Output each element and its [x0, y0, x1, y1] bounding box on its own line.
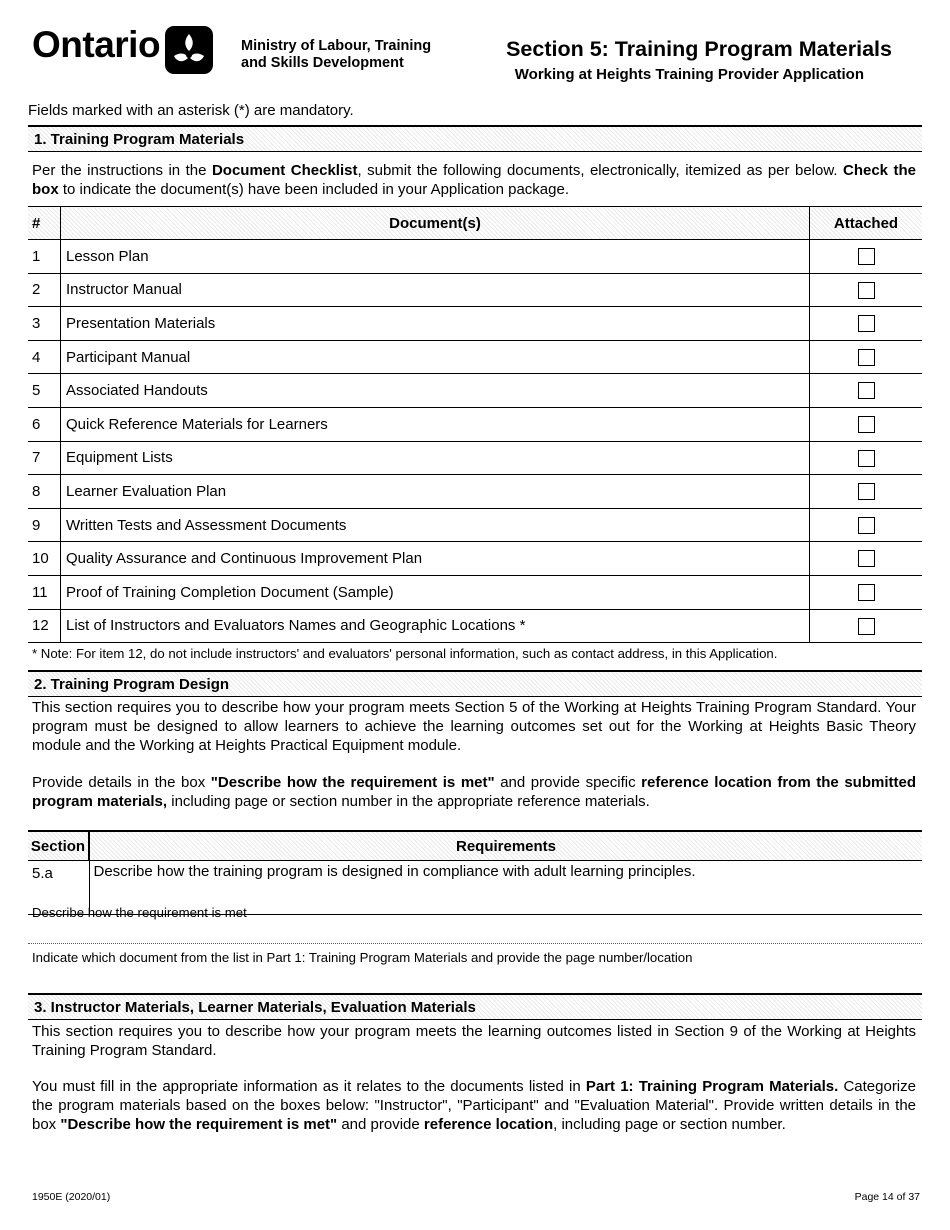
attached-checkbox[interactable] [858, 416, 875, 433]
col-documents: Document(s) [61, 207, 810, 240]
attached-checkbox[interactable] [858, 248, 875, 265]
attached-checkbox-cell [810, 307, 923, 341]
attached-checkbox[interactable] [858, 450, 875, 467]
attached-checkbox-cell [810, 542, 923, 576]
attached-checkbox-cell [810, 340, 923, 374]
row-document: Quick Reference Materials for Learners [61, 407, 810, 441]
table-row [28, 407, 922, 441]
row-document: Equipment Lists [61, 441, 810, 475]
reference-location-field[interactable]: Indicate which document from the list in Part 1: Training Program Materials and provide the page number/location [32, 950, 693, 965]
attached-checkbox-cell [810, 441, 923, 475]
attached-checkbox-cell [810, 374, 923, 408]
row-number: 5 [28, 374, 61, 408]
row-number: 2 [28, 273, 61, 307]
table-row [28, 273, 922, 307]
part3-para1: This section requires you to describe how your program meets the learning outcomes listed in Section 9 of the Working at Heights Training Program Standard. [32, 1023, 916, 1059]
attached-checkbox[interactable] [858, 282, 875, 299]
part3-para2: You must fill in the appropriate information as it relates to the documents listed in Part 1: Training Program Materials. Categorize the program materials based on the boxes below: "Instructor", "Participant" and "Evaluation Material". Provide written details in the box "Describe how the requirement is met" and provide reference location, including page or section number. [32, 1078, 916, 1133]
row-document: Lesson Plan [61, 240, 810, 274]
part1-intro: Per the instructions in the Document Checklist, submit the following documents, electronically, itemized as per below. Check the box to indicate the document(s) have been included in your Application package. [32, 162, 916, 198]
section-title: Section 5: Training Program Materials [506, 37, 892, 61]
part3-heading: 3. Instructor Materials, Learner Materials, Evaluation Materials [28, 993, 922, 1020]
page-number: Page 14 of 37 [854, 1191, 920, 1203]
part1-heading: 1. Training Program Materials [28, 125, 922, 152]
item12-note: * Note: For item 12, do not include instructors' and evaluators' personal information, such as contact address, in this Application. [32, 646, 778, 661]
row-document: Proof of Training Completion Document (Sample) [61, 575, 810, 609]
col-number: # [28, 207, 61, 240]
row-document: Quality Assurance and Continuous Improvement Plan [61, 542, 810, 576]
attached-checkbox-cell [810, 407, 923, 441]
section-subtitle: Working at Heights Training Provider Application [514, 66, 864, 83]
attached-checkbox-cell [810, 609, 923, 643]
requirements-table [28, 830, 922, 915]
attached-checkbox-cell [810, 575, 923, 609]
form-id: 1950E (2020/01) [32, 1191, 111, 1203]
row-number: 8 [28, 475, 61, 509]
mandatory-note: Fields marked with an asterisk (*) are mandatory. [28, 102, 354, 119]
row-document: Associated Handouts [61, 374, 810, 408]
part2-heading: 2. Training Program Design [28, 670, 922, 697]
describe-requirement-field[interactable]: Describe how the requirement is met [32, 905, 247, 920]
col-requirements: Requirements [89, 831, 922, 861]
col-section: Section [28, 831, 89, 861]
part2-para2: Provide details in the box "Describe how the requirement is met" and provide specific reference location from the submitted program materials, including page or section number in the appropriate reference materials. [32, 774, 916, 810]
table-row [28, 542, 922, 576]
row-document: Written Tests and Assessment Documents [61, 508, 810, 542]
table-row [28, 307, 922, 341]
ontario-logo-text: Ontario [32, 24, 161, 65]
attached-checkbox[interactable] [858, 517, 875, 534]
attached-checkbox[interactable] [858, 483, 875, 500]
attached-checkbox-cell [810, 240, 923, 274]
table-row [28, 340, 922, 374]
row-section: 5.a [28, 861, 89, 915]
table-row [28, 475, 922, 509]
row-document: Learner Evaluation Plan [61, 475, 810, 509]
row-number: 4 [28, 340, 61, 374]
ministry-line-2: and Skills Development [241, 55, 404, 71]
row-number: 1 [28, 240, 61, 274]
field-divider [28, 943, 922, 944]
row-number: 6 [28, 407, 61, 441]
table-row [28, 508, 922, 542]
trillium-logo-icon [165, 26, 213, 74]
attached-checkbox[interactable] [858, 315, 875, 332]
ministry-name [241, 38, 431, 72]
row-document: List of Instructors and Evaluators Names and Geographic Locations * [61, 609, 810, 643]
row-number: 10 [28, 542, 61, 576]
table-row [28, 609, 922, 643]
documents-table [28, 206, 922, 643]
attached-checkbox-cell [810, 475, 923, 509]
row-document: Presentation Materials [61, 307, 810, 341]
table-row [28, 575, 922, 609]
part2-para1: This section requires you to describe how your program meets Section 5 of the Working at Heights Training Program Standard. Your program must be designed to allow learners to achieve the learning outcomes set out for the Working at Heights Basic Theory module and the Working at Heights Practical Equipment module. [32, 699, 916, 754]
attached-checkbox[interactable] [858, 618, 875, 635]
row-number: 11 [28, 575, 61, 609]
attached-checkbox-cell [810, 273, 923, 307]
attached-checkbox[interactable] [858, 550, 875, 567]
attached-checkbox[interactable] [858, 584, 875, 601]
row-number: 3 [28, 307, 61, 341]
attached-checkbox[interactable] [858, 349, 875, 366]
row-number: 9 [28, 508, 61, 542]
col-attached: Attached [810, 207, 923, 240]
row-document: Participant Manual [61, 340, 810, 374]
table-row [28, 240, 922, 274]
row-document: Instructor Manual [61, 273, 810, 307]
attached-checkbox-cell [810, 508, 923, 542]
row-number: 12 [28, 609, 61, 643]
attached-checkbox[interactable] [858, 382, 875, 399]
row-number: 7 [28, 441, 61, 475]
table-row [28, 374, 922, 408]
table-row [28, 441, 922, 475]
ministry-line-1: Ministry of Labour, Training [241, 38, 432, 54]
row-requirement: Describe how the training program is designed in compliance with adult learning principles. [89, 861, 922, 915]
